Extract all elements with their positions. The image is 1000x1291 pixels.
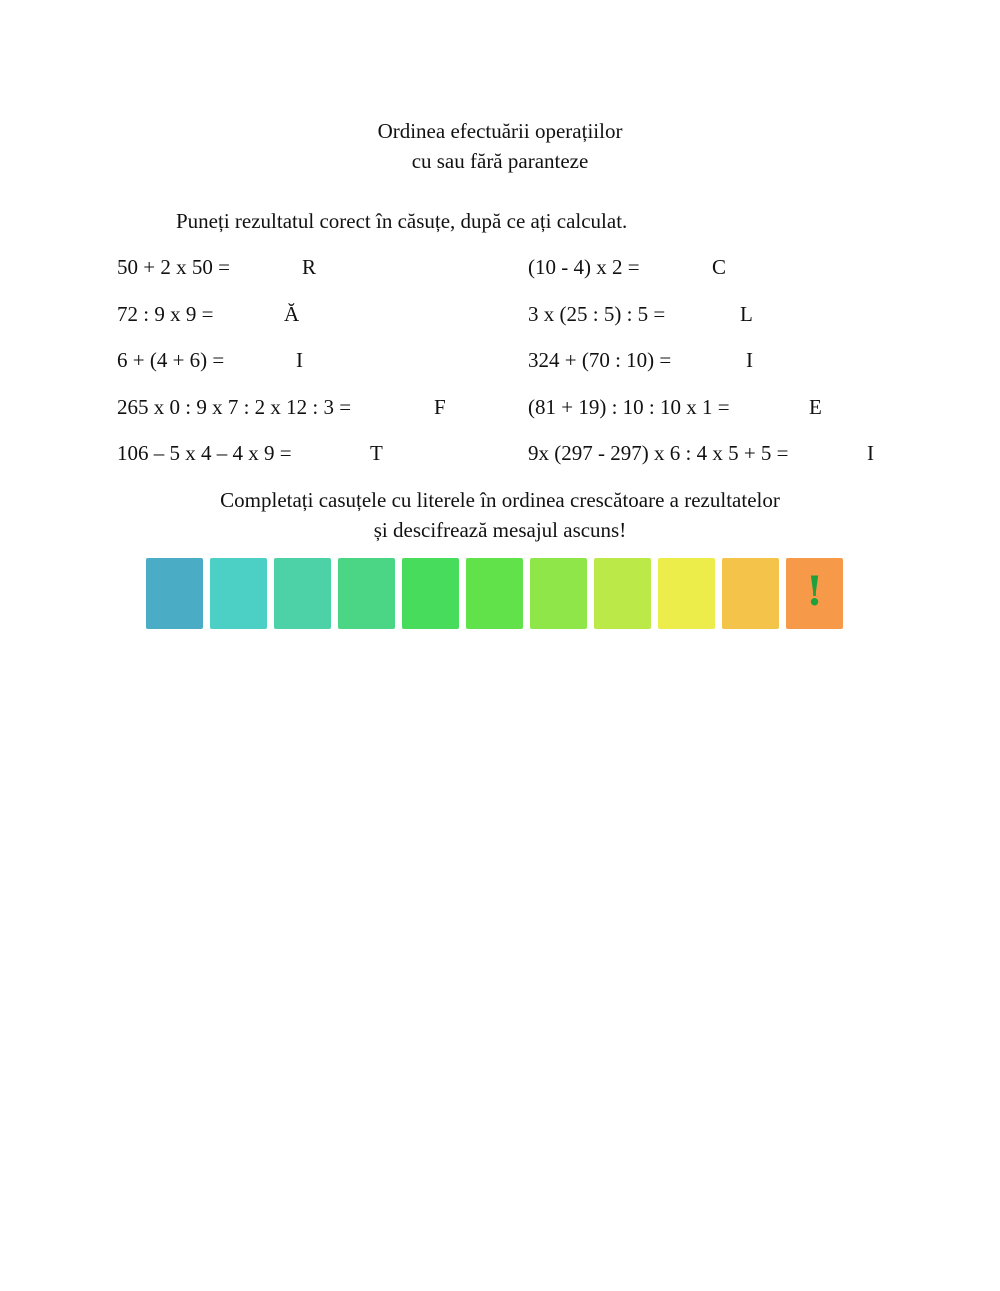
exercise-right-5-letter: I <box>867 441 874 465</box>
arrow-icon <box>523 616 529 624</box>
exercise-left-1-expression: 50 + 2 x 50 = <box>117 255 230 279</box>
title-line-1: Ordinea efectuării operațiilor <box>377 119 623 143</box>
answer-box-4[interactable] <box>338 558 395 629</box>
arrow-icon <box>459 616 465 624</box>
answer-box-10[interactable] <box>722 558 779 629</box>
exclamation-mark: ! <box>805 568 824 615</box>
answer-box-2[interactable] <box>210 558 267 629</box>
exercise-right-2-expression: 3 x (25 : 5) : 5 = <box>528 302 666 326</box>
exercise-left-3-expression: 6 + (4 + 6) = <box>117 348 225 372</box>
answer-box-7[interactable] <box>530 558 587 629</box>
exercise-left-4-letter: F <box>434 395 446 419</box>
answer-box-9[interactable] <box>658 558 715 629</box>
exercise-right-2-letter: L <box>740 302 753 326</box>
answer-box-8[interactable] <box>594 558 651 629</box>
exercise-right-4-expression: (81 + 19) : 10 : 10 x 1 = <box>528 395 730 419</box>
arrow-icon <box>779 616 785 624</box>
exercise-right-5-expression: 9x (297 - 297) x 6 : 4 x 5 + 5 = <box>528 441 789 465</box>
arrow-icon <box>395 616 401 624</box>
arrow-icon <box>267 616 273 624</box>
exercise-right-1-letter: C <box>712 255 727 279</box>
answer-box-3[interactable] <box>274 558 331 629</box>
answer-box-11 <box>786 558 843 629</box>
exercise-right-4-letter: E <box>809 395 822 419</box>
exercise-right-3-expression: 324 + (70 : 10) = <box>528 348 672 372</box>
answer-box-5[interactable] <box>402 558 459 629</box>
exercise-right-1-expression: (10 - 4) x 2 = <box>528 255 640 279</box>
answer-box-6[interactable] <box>466 558 523 629</box>
exercise-left-2-letter: Ă <box>284 302 300 326</box>
title-line-2: cu sau fără paranteze <box>411 149 589 173</box>
exercise-left-4-expression: 265 x 0 : 9 x 7 : 2 x 12 : 3 = <box>117 395 352 419</box>
completion-instruction-line-2: și descifrează mesajul ascuns! <box>373 518 627 542</box>
exercise-left-2-expression: 72 : 9 x 9 = <box>117 302 214 326</box>
answer-box-strip <box>146 558 846 630</box>
exercise-left-5-expression: 106 – 5 x 4 – 4 x 9 = <box>117 441 292 465</box>
arrow-icon <box>203 616 209 624</box>
completion-instruction-line-1: Completați casuțele cu literele în ordinea crescătoare a rezultatelor <box>220 488 780 512</box>
exercise-left-5-letter: T <box>370 441 383 465</box>
arrow-icon <box>331 616 337 624</box>
answer-box-1[interactable] <box>146 558 203 629</box>
exercise-left-3-letter: I <box>296 348 303 372</box>
exercise-left-1-letter: R <box>302 255 317 279</box>
instruction-text: Puneți rezultatul corect în căsuțe, după ce ați calculat. <box>176 209 628 233</box>
arrow-icon <box>715 616 721 624</box>
exercise-right-3-letter: I <box>746 348 753 372</box>
arrow-icon <box>587 616 593 624</box>
arrow-icon <box>651 616 657 624</box>
